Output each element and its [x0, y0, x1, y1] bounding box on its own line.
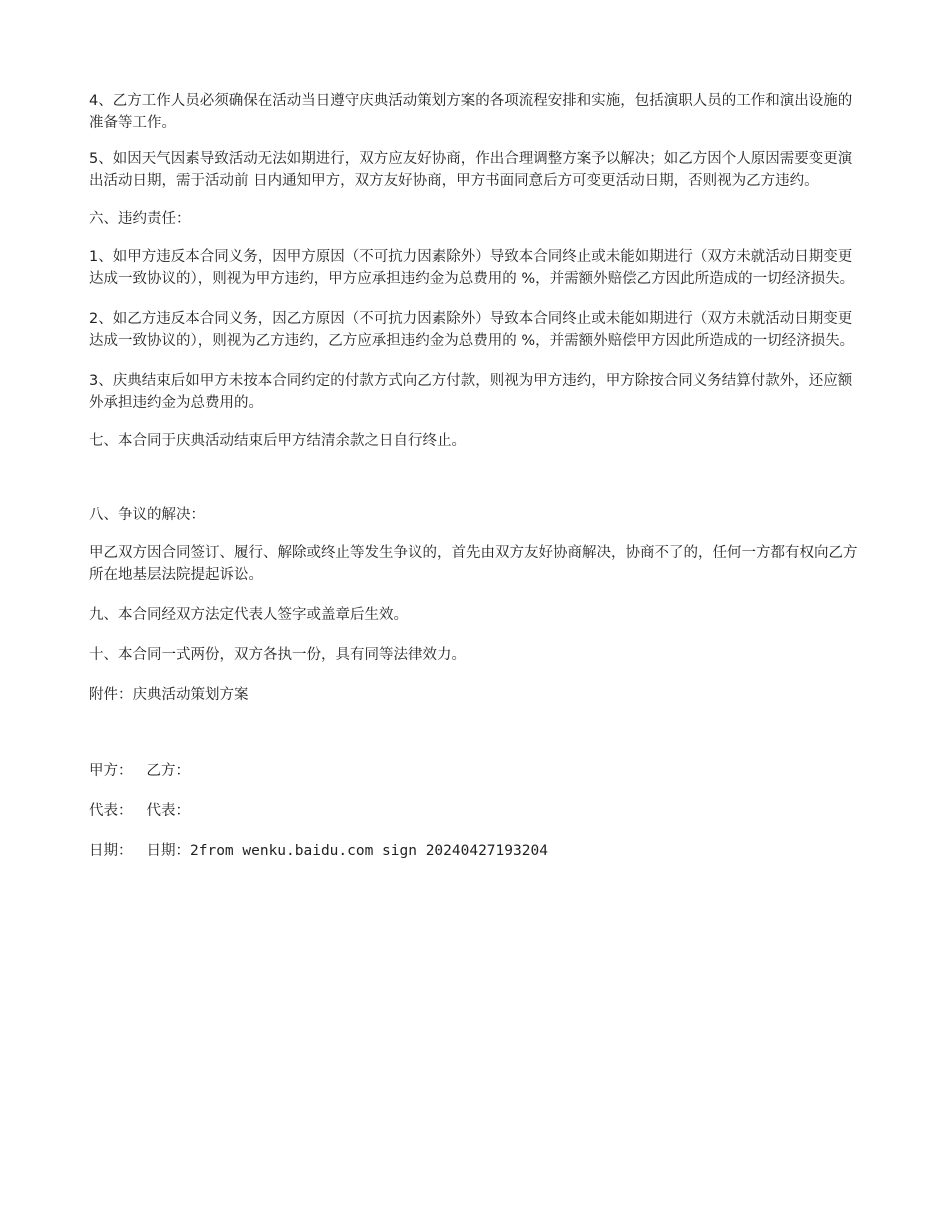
- breach-item1-paragraph: 1、如甲方违反本合同义务，因甲方原因（不可抗力因素除外）导致本合同终止或未能如期进行（双方未就活动日期变更达成一致协议的），则视为甲方违约，甲方应承担违约金为总费用的 %，并需额外赔偿乙方因此所造成的一切经济损失。: [89, 249, 855, 287]
- contract-page: [89, 90, 861, 862]
- attachment-line: 附件：庆典活动策划方案: [89, 687, 249, 703]
- date-b-label: 日期：: [146, 843, 190, 859]
- breach-item3-paragraph: 3、庆典结束后如甲方未按本合同约定的付款方式向乙方付款，则视为甲方违约，甲方除按合同义务结算付款外，还应额外承担违约金为总费用的。: [89, 373, 853, 411]
- section10-paragraph: 十、本合同一式两份，双方各执一份，具有同等法律效力。: [89, 647, 466, 663]
- section6-heading: 六、违约责任：: [89, 211, 191, 227]
- representative-b-label: 代表：: [146, 803, 190, 819]
- signature-representative-row: [89, 800, 861, 822]
- breach-item2-paragraph: 2、如乙方违反本合同义务，因乙方原因（不可抗力因素除外）导致本合同终止或未能如期进行（双方未就活动日期变更达成一致协议的），则视为乙方违约，乙方应承担违约金为总费用的 %，并需额外赔偿甲方因此所造成的一切经济损失。: [89, 311, 855, 349]
- section8-heading: 八、争议的解决：: [89, 507, 205, 523]
- signature-date-row: [89, 840, 861, 862]
- article4-item4-paragraph: 4、乙方工作人员必须确保在活动当日遵守庆典活动策划方案的各项流程安排和实施，包括演职人员的工作和演出设施的准备等工作。: [89, 93, 853, 131]
- representative-a-label: 代表：: [89, 803, 133, 819]
- party-b-label: 乙方：: [146, 763, 190, 779]
- section9-paragraph: 九、本合同经双方法定代表人签字或盖章后生效。: [89, 607, 408, 623]
- section7-paragraph: 七、本合同于庆典活动结束后甲方结清余款之日自行终止。: [89, 433, 466, 449]
- dispute-resolution-paragraph: 甲乙双方因合同签订、履行、解除或终止等发生争议的，首先由双方友好协商解决，协商不了的，任何一方都有权向乙方所在地基层法院提起诉讼。: [89, 545, 858, 583]
- date-b-value: 2from wenku.baidu.com sign 20240427193204: [190, 843, 548, 859]
- signature-party-row: [89, 760, 861, 782]
- party-a-label: 甲方：: [89, 763, 133, 779]
- article4-item5-paragraph: 5、如因天气因素导致活动无法如期进行，双方应友好协商，作出合理调整方案予以解决；如乙方因个人原因需要变更演出活动日期，需于活动前 日内通知甲方，双方友好协商，甲方书面同意后方可变更活动日期，否则视为乙方违约。: [89, 151, 853, 189]
- date-a-label: 日期：: [89, 843, 133, 859]
